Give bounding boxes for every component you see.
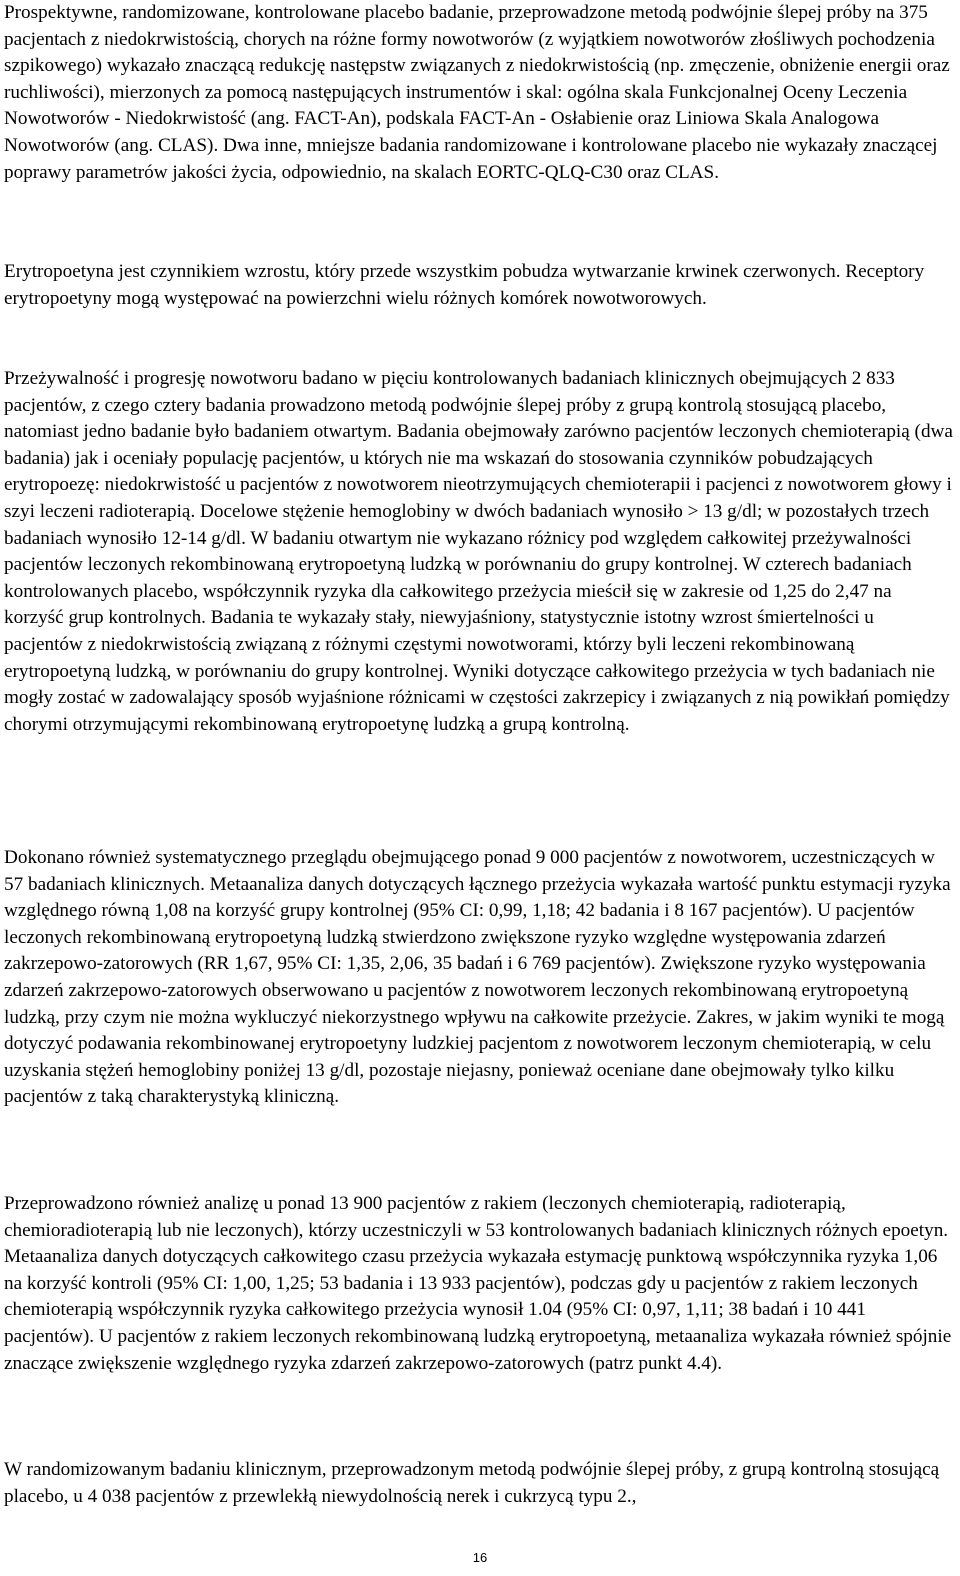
- paragraph-systematic-review: Dokonano również systematycznego przeglądu obejmującego ponad 9 000 pacjentów z nowotworem, uczestniczących w 57 badaniach klinicznych. Metaanaliza danych dotyczących łącznego przeżycia wykazała wartość punktu estymacji ryzyka względnego równą 1,08 na korzyść grupy kontrolnej (95% CI: 0,99, 1,18; 42 badania i 8 167 pacjentów). U pacjentów leczonych rekombinowaną erytropoetyną ludzką stwierdzono zwiększone ryzyko względne występowania zdarzeń zakrzepowo-zatorowych (RR 1,67, 95% CI: 1,35, 2,06, 35 badań i 6 769 pacjentów). Zwiększone ryzyko występowania zdarzeń zakrzepowo-zatorowych obserwowano u pacjentów z nowotworem leczonych rekombinowaną erytropoetyną ludzką, przy czym nie można wykluczyć niekorzystnego wpływu na całkowite przeżycie. Zakres, w jakim wyniki te mogą dotyczyć podawania rekombinowanej erytropoetyny ludzkiej pacjentom z nowotworem leczonym chemioterapią, w celu uzyskania stężeń hemoglobiny poniżej 13 g/dl, pozostaje niejasny, ponieważ oceniane dane obejmowały tylko kilku pacjentów z taką charakterystyką kliniczną.: [4, 847, 951, 1108]
- paragraph-meta-analysis: Przeprowadzono również analizę u ponad 13 900 pacjentów z rakiem (leczonych chemioterapią, radioterapią, chemioradioterapią lub nie leczonych), którzy uczestniczyli w 53 kontrolowanych badaniach klinicznych różnych epoetyn. Metaanaliza danych dotyczących całkowitego czasu przeżycia wykazała estymację punktową współczynnika ryzyka 1,06 na korzyść kontroli (95% CI: 1,00, 1,25; 53 badania i 13 933 pacjentów), podczas gdy u pacjentów z rakiem leczonych chemioterapią współczynnik ryzyka całkowitego przeżycia wynosił 1.04 (95% CI: 0,97, 1,11; 38 badań i 10 441 pacjentów). U pacjentów z rakiem leczonych rekombinowaną ludzką erytropoetyną, metaanaliza wykazała również spójnie znaczące zwiększenie względnego ryzyka zdarzeń zakrzepowo-zatorowych (patrz punkt 4.4).: [4, 1193, 952, 1374]
- paragraph-quality-of-life: Prospektywne, randomizowane, kontrolowane placebo badanie, przeprowadzone metodą podwójnie ślepej próby na 375 pacjentach z niedokrwistością, chorych na różne formy nowotworów (z wyjątkiem nowotworów złośliwych pochodzenia szpikowego) wykazało znaczącą redukcję następstw związanych z niedokrwistością (np. zmęczenie, obniżenie energii oraz ruchliwości), mierzonych za pomocą następujących instrumentów i skal: ogólna skala Funkcjonalnej Oceny Leczenia Nowotworów - Niedokrwistość (ang. FACT-An), podskala FACT-An - Osłabienie oraz Liniowa Skala Analogowa Nowotworów (ang. CLAS). Dwa inne, mniejsze badania randomizowane i kontrolowane placebo nie wykazały znaczącej poprawy parametrów jakości życia, odpowiednio, na skalach EORTC-QLQ-C30 oraz CLAS.: [4, 2, 950, 183]
- paragraph-survival-progression: Przeżywalność i progresję nowotworu badano w pięciu kontrolowanych badaniach klinicznych obejmujących 2 833 pacjentów, z czego cztery badania prowadzono metodą podwójnie ślepej próby z grupą kontrolą stosującą placebo, natomiast jedno badanie było badaniem otwartym. Badania obejmowały zarówno pacjentów leczonych chemioterapią (dwa badania) jak i oceniały populację pacjentów, u których nie ma wskazań do stosowania czynników pobudzających erytropoezę: niedokrwistość u pacjentów z nowotworem nieotrzymujących chemioterapii i pacjenci z nowotworem głowy i szyi leczeni radioterapią. Docelowe stężenie hemoglobiny w dwóch badaniach wynosiło > 13 g/dl; w pozostałych trzech badaniach wynosiło 12-14 g/dl. W badaniu otwartym nie wykazano różnicy pod względem całkowitej przeżywalności pacjentów leczonych rekombinowaną erytropoetyną ludzką w porównaniu do grupy kontrolnej. W czterech badaniach kontrolowanych placebo, współczynnik ryzyka dla całkowitego przeżycia mieścił się w zakresie od 1,25 do 2,47 na korzyść grup kontrolnych. Badania te wykazały stały, niewyjaśniony, statystycznie istotny wzrost śmiertelności u pacjentów z niedokrwistością związaną z różnymi częstymi nowotworami, którzy byli leczeni rekombinowaną erytropoetyną ludzką, w porównaniu do grupy kontrolnej. Wyniki dotyczące całkowitego przeżycia w tych badaniach nie mogły zostać w zadowalający sposób wyjaśnione różnicami w częstości zakrzepicy i związanych z nią powikłań pomiędzy chorymi otrzymującymi rekombinowaną erytropoetynę ludzką a grupą kontrolną.: [4, 368, 953, 735]
- paragraph-randomized-trial: W randomizowanym badaniu klinicznym, przeprowadzonym metodą podwójnie ślepej próby, z grupą kontrolną stosującą placebo, u 4 038 pacjentów z przewlekłą niewydolnością nerek i cukrzycą typu 2.,: [4, 1459, 940, 1507]
- page-number: 16: [472, 1550, 488, 1565]
- paragraph-erythropoietin-growth-factor: Erytropoetyna jest czynnikiem wzrostu, który przede wszystkim pobudza wytwarzanie krwinek czerwonych. Receptory erytropoetyny mogą występować na powierzchni wielu różnych komórek nowotworowych.: [4, 261, 925, 309]
